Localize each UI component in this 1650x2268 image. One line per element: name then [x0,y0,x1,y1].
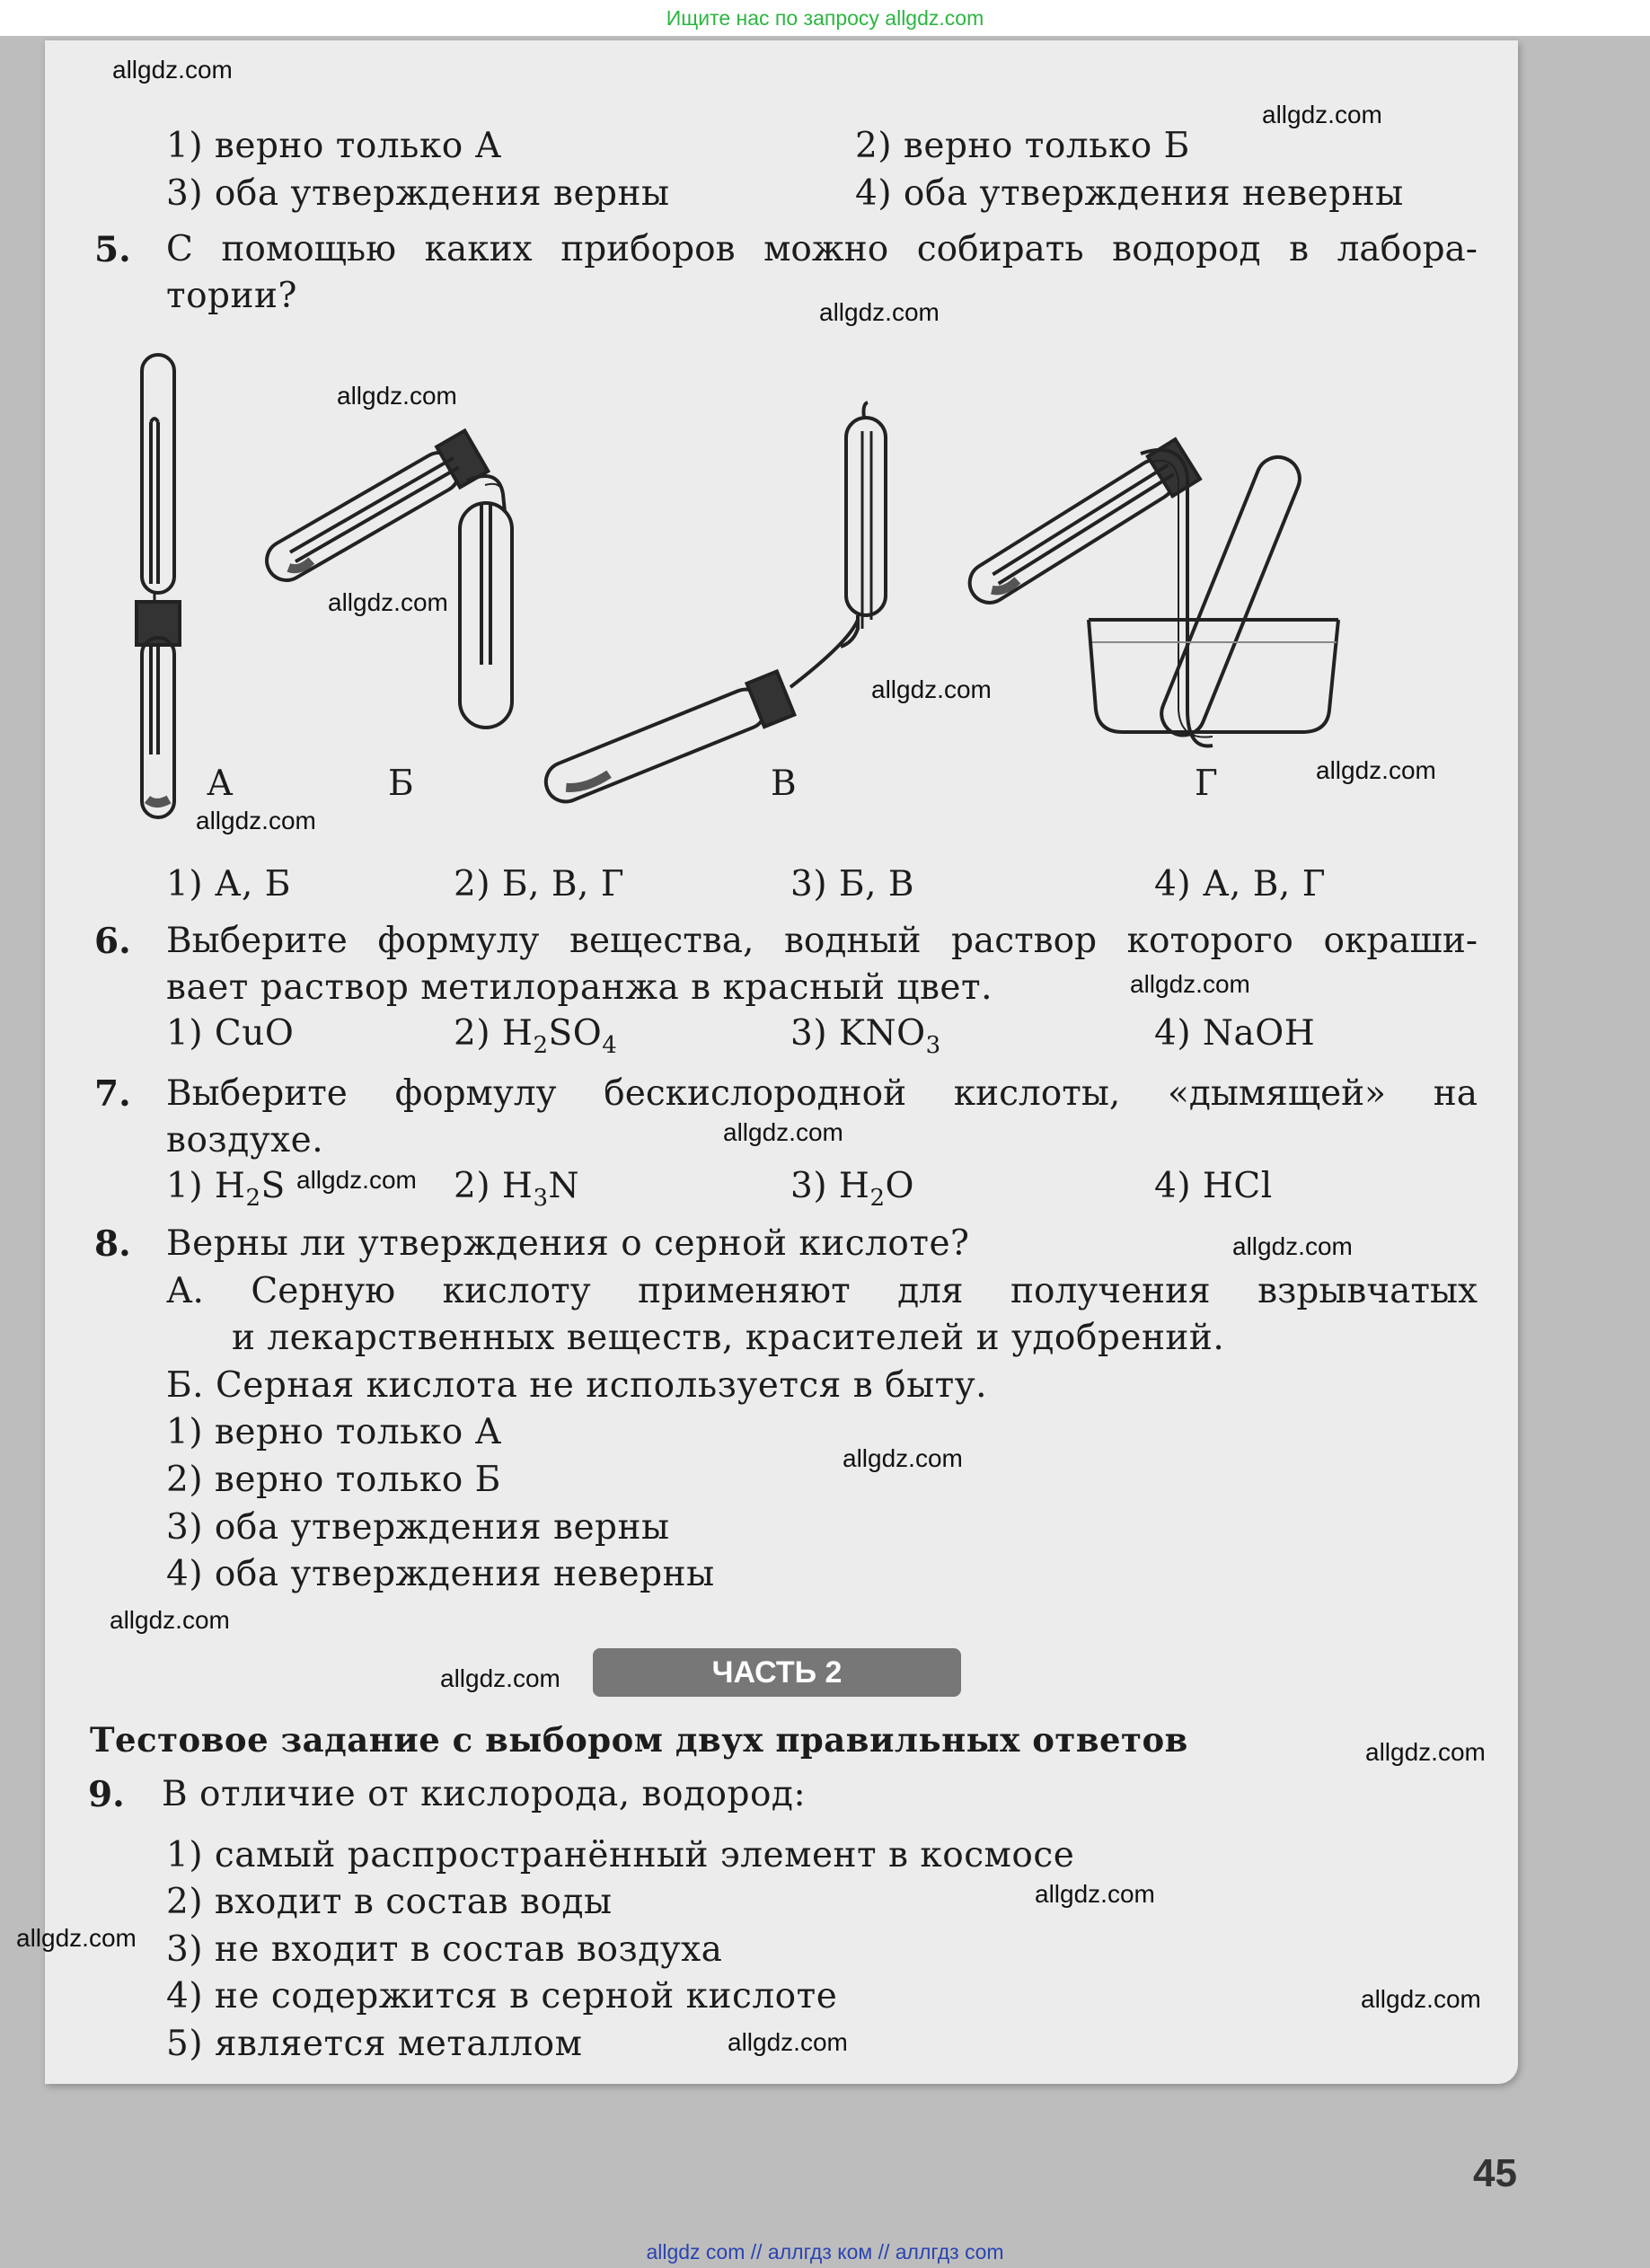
q4-option-4: 4) оба утверждения неверны [855,173,1404,214]
apparatus-g-icon [960,439,1338,746]
apparatus-b-icon [258,430,512,728]
q8-option-3: 3) оба утверждения верны [166,1507,670,1548]
apparatus-label-b: Б [388,763,414,804]
watermark: allgdz.com [728,2028,848,2056]
section-title: Тестовое задание с выбором двух правильных ответов [90,1720,1188,1760]
q5-number: 5. [94,229,131,270]
watermark: allgdz.com [196,807,316,834]
watermark: allgdz.com [819,298,940,326]
apparatus-v-icon [539,402,886,811]
watermark: allgdz.com [440,1664,560,1692]
q9-option-1: 1) самый распространённый элемент в космосе [166,1835,1075,1875]
q9-option-5: 5) является металлом [166,2024,583,2064]
q8-number: 8. [94,1223,131,1265]
watermark: allgdz.com [1262,101,1382,128]
page-number: 45 [1473,2151,1517,2195]
q5-option-2: 2) Б, В, Г [454,864,625,905]
q9-option-3: 3) не входит в состав воздуха [166,1929,723,1970]
q8-title: Верны ли утверждения о серной кислоте? [166,1223,970,1264]
q8-option-4: 4) оба утверждения неверны [166,1554,715,1594]
watermark: allgdz.com [110,1606,230,1634]
q7-option-4: 4) HCl [1154,1166,1273,1206]
q8-statement-a-line1: А. Серную кислоту применяют для получения взрывчатых [166,1271,1478,1311]
apparatus-label-v: В [771,763,797,804]
watermark: allgdz.com [843,1444,963,1472]
watermark: allgdz.com [337,382,457,410]
watermark: allgdz.com [16,1924,137,1952]
watermark: allgdz.com [112,56,233,84]
watermark: allgdz.com [871,675,992,703]
part2-banner: ЧАСТЬ 2 [593,1648,961,1697]
watermark: allgdz.com [1035,1880,1155,1908]
q7-text-line1: Выберите формулу бескислородной кислоты, «дымящей» на [166,1073,1478,1114]
q5-text-line1: С помощью каких приборов можно собирать водород в лабора- [166,229,1478,269]
watermark: allgdz.com [1365,1738,1486,1766]
q8-option-2: 2) верно только Б [166,1460,501,1500]
q7-option-1: 1) $H_2S$ [166,1166,286,1212]
q6-text-line1: Выберите формулу вещества, водный раствор которого окраши- [166,921,1478,961]
q9-option-4: 4) не содержится в серной кислоте [166,1976,838,2016]
q6-number: 6. [94,921,131,962]
q9-option-2: 2) входит в состав воды [166,1882,613,1922]
q6-option-1: 1) CuO [166,1013,295,1054]
q7-text-line2: воздухе. [166,1120,324,1160]
q5-option-4: 4) А, В, Г [1154,864,1327,905]
q4-option-2: 2) верно только Б [855,126,1190,166]
q9-title: В отличие от кислорода, водород: [162,1774,807,1814]
q6-option-2: 2) $H_2SO_4$ [454,1013,618,1059]
apparatus-a-icon [137,355,180,817]
watermark: allgdz.com [1361,1985,1481,2013]
q4-option-1: 1) верно только А [166,126,502,166]
q5-option-3: 3) Б, В [790,864,915,905]
q6-option-3: 3) $KNO_3$ [790,1013,941,1059]
q4-option-3: 3) оба утверждения верны [166,173,670,214]
apparatus-label-g: Г [1195,763,1218,804]
q8-option-1: 1) верно только А [166,1412,502,1452]
q6-text-line2: вает раствор метилоранжа в красный цвет. [166,967,993,1008]
q5-text-line2: тории? [166,276,297,316]
footer-link[interactable]: allgdz com // аллгдз ком // аллгдз com [646,2240,1004,2264]
q6-option-4: 4) NaOH [1154,1013,1316,1054]
q7-option-3: 3) $H_2O$ [790,1166,914,1212]
watermark: allgdz.com [1316,756,1436,784]
watermark: allgdz.com [1130,970,1250,998]
header-link[interactable]: Ищите нас по запросу allgdz.com [0,0,1650,36]
watermark: allgdz.com [296,1166,417,1194]
q8-statement-a-line2: и лекарственных веществ, красителей и удобрений. [232,1318,1225,1358]
q7-number: 7. [94,1073,131,1115]
q7-option-2: 2) $H_3N$ [454,1166,580,1212]
q5-option-1: 1) А, Б [166,864,291,905]
watermark: allgdz.com [723,1118,843,1146]
watermark: allgdz.com [328,588,448,616]
watermark: allgdz.com [1232,1232,1353,1260]
q8-statement-b: Б. Серная кислота не используется в быту. [166,1365,988,1406]
lab-apparatus-figure [90,332,1365,835]
q9-number: 9. [88,1774,125,1815]
apparatus-label-a: А [207,763,234,804]
